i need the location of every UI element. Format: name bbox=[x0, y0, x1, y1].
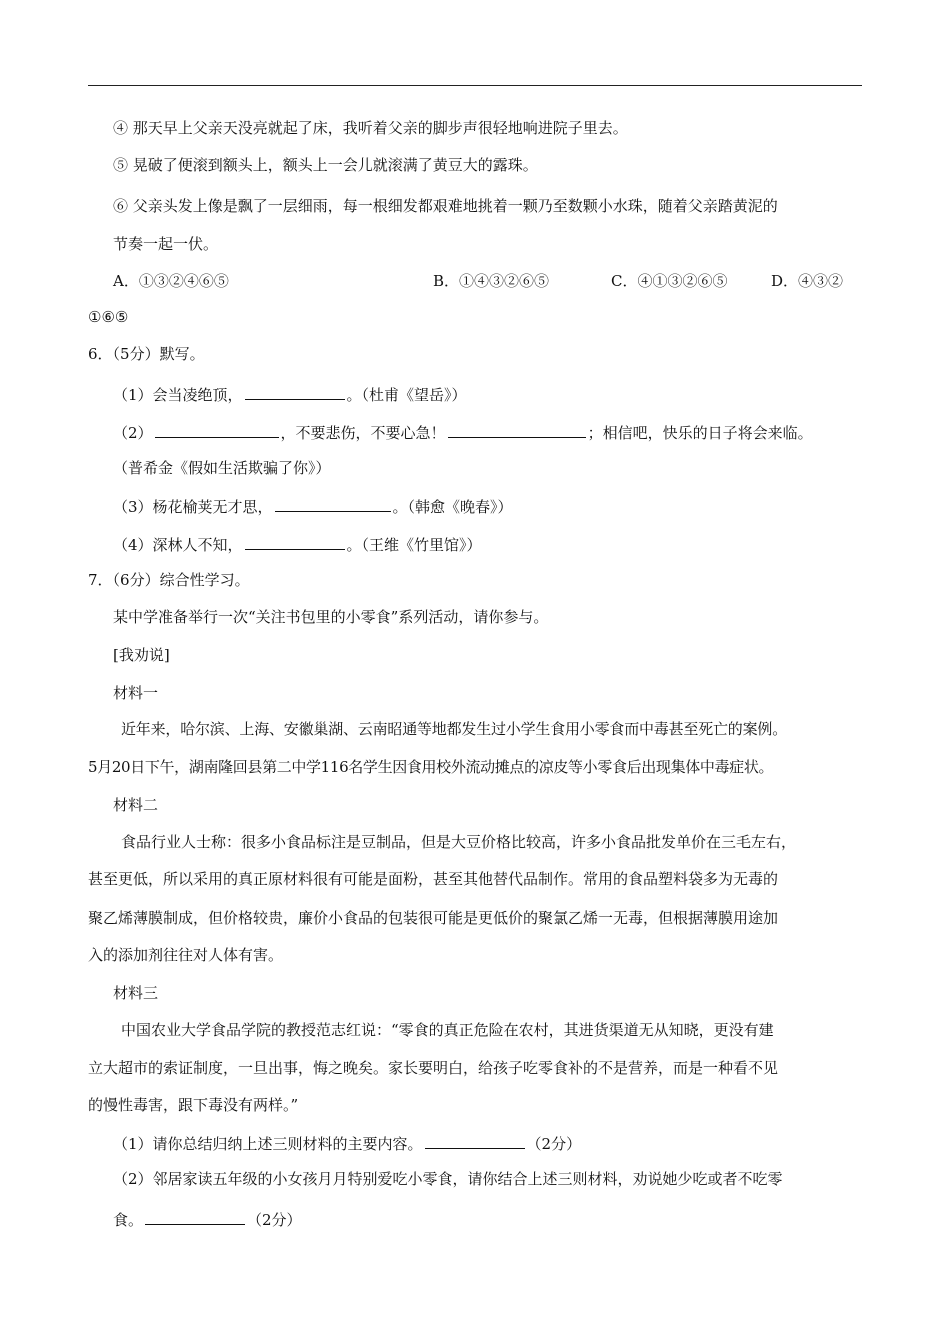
order-item-6: ⑥ 父亲头发上像是飘了一层细雨，每一根细发都艰难地挑着一颗乃至数颗小水珠，随着父亲踏黄泥的 bbox=[113, 197, 778, 215]
material-2-line-2: 甚至更低，所以采用的真正原材料很有可能是面粉，甚至其他替代品制作。常用的食品塑料袋多为无毒的 bbox=[88, 870, 779, 888]
material-1-line-2: 5月20日下午，湖南隆回县第二中学116名学生因食用校外流动摊点的凉皮等小零食后出现集体中毒症状。 bbox=[88, 758, 774, 776]
material-3-line-1: 中国农业大学食品学院的教授范志红说：“零食的真正危险在农村，其进货渠道无从知晓，更没有建 bbox=[121, 1021, 774, 1039]
material-2-title: 材料二 bbox=[113, 796, 159, 814]
option-c: C．④①③②⑥⑤ bbox=[611, 272, 728, 290]
q6-item-3: （3）杨花榆荚无才思， 。（韩愈《晚春》） bbox=[113, 495, 513, 517]
material-2-line-1: 食品行业人士称：很多小食品标注是豆制品，但是大豆价格比较高，许多小食品批发单价在三毛左右， bbox=[121, 833, 797, 851]
question-6-heading: 6．（5分）默写。 bbox=[88, 345, 205, 363]
q6-item-2: （2） ，不要悲伤，不要心急！ ；相信吧，快乐的日子将会来临。 bbox=[113, 421, 813, 443]
material-1-title: 材料一 bbox=[113, 684, 159, 702]
order-item-5: ⑤ 晃破了便滚到额头上，额头上一会儿就滚满了黄豆大的露珠。 bbox=[113, 156, 538, 174]
order-item-6-cont: 节奏一起一伏。 bbox=[113, 235, 219, 253]
material-3-line-3: 的慢性毒害，跟下毒没有两样。” bbox=[88, 1096, 299, 1114]
material-2-line-3: 聚乙烯薄膜制成，但价格较贵，廉价小食品的包装很可能是更低价的聚氯乙烯一无毒，但根据薄膜用途加 bbox=[88, 909, 779, 927]
answer-blank[interactable] bbox=[448, 421, 586, 438]
q6-item-1: （1）会当凌绝顶， 。（杜甫《望岳》） bbox=[113, 383, 467, 405]
q6-item-4: （4）深林人不知， 。（王维《竹里馆》） bbox=[113, 533, 482, 555]
answer-blank[interactable] bbox=[275, 495, 391, 512]
answer-blank[interactable] bbox=[245, 533, 345, 550]
order-item-4: ④ 那天早上父亲天没亮就起了床，我听着父亲的脚步声很轻地响进院子里去。 bbox=[113, 119, 628, 137]
material-2-line-4: 入的添加剂往往对人体有害。 bbox=[88, 946, 284, 964]
answer-blank[interactable] bbox=[155, 421, 279, 438]
option-d-cont: ①⑥⑤ bbox=[88, 308, 129, 326]
answer-blank[interactable] bbox=[245, 383, 345, 400]
header-rule bbox=[88, 85, 862, 86]
answer-blank[interactable] bbox=[425, 1132, 525, 1149]
option-d: D．④③② bbox=[771, 272, 844, 290]
q7-section-label: [我劝说] bbox=[113, 646, 170, 664]
q7-sub-2: （2）邻居家读五年级的小女孩月月特别爱吃小零食，请你结合上述三则材料，劝说她少吃或者不吃零 bbox=[113, 1170, 783, 1188]
question-7-heading: 7．（6分）综合性学习。 bbox=[88, 571, 250, 589]
q7-sub-2-cont: 食。 （2分） bbox=[113, 1208, 302, 1230]
q6-item-2-source: （普希金《假如生活欺骗了你》） bbox=[113, 459, 331, 477]
material-3-title: 材料三 bbox=[113, 984, 159, 1002]
q7-sub-1: （1）请你总结归纳上述三则材料的主要内容。 （2分） bbox=[113, 1132, 581, 1154]
material-3-line-2: 立大超市的索证制度，一旦出事，悔之晚矣。家长要明白，给孩子吃零食补的不是营养，而是一种看不见 bbox=[88, 1059, 779, 1077]
answer-blank[interactable] bbox=[145, 1208, 245, 1225]
option-a: A．①③②④⑥⑤ bbox=[113, 272, 229, 290]
q7-intro: 某中学准备举行一次“关注书包里的小零食”系列活动，请你参与。 bbox=[113, 608, 549, 626]
material-1-line-1: 近年来，哈尔滨、上海、安徽巢湖、云南昭通等地都发生过小学生食用小零食而中毒甚至死亡的案例。 bbox=[121, 720, 788, 738]
option-b: B．①④③②⑥⑤ bbox=[433, 272, 550, 290]
